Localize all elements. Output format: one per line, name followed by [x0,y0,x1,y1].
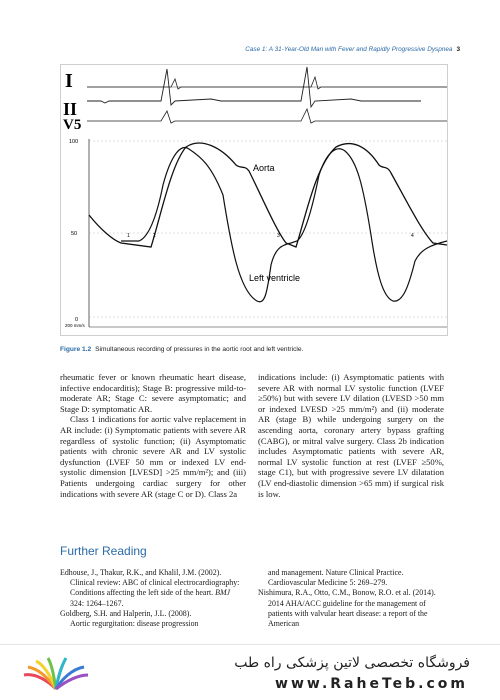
running-head [245,46,460,53]
ref-journal: BMJ [215,588,231,598]
running-head-title: Case 1: A 31-Year-Old Man with Fever and Rapidly Progressive Dyspnea [245,46,453,53]
ecg-lead-1-waveform [87,77,447,89]
further-reading-heading: Further Reading [60,544,147,558]
pressure-tracing-figure [60,64,448,336]
caption-text: Simultaneous recording of pressures in the aortic root and left ventricle. [95,346,304,353]
ecg-lead-3-label: V5 [63,117,82,133]
aortic-pressure-trace [89,143,447,247]
beat-mark: 1 [127,233,130,239]
body-column-right [258,372,444,499]
references-right [258,568,444,629]
figure-caption [60,346,460,353]
references-left [60,568,246,629]
scale-top-label: 100 [69,139,79,145]
footer-title: فروشگاه تخصصی لاتین پزشکی راه طب [234,655,470,671]
ref-text: 5: 269–279. [349,578,388,588]
aorta-label: Aorta [253,163,275,173]
footer-url-link[interactable]: www.RaheTeb.com [275,676,468,692]
beat-mark: 2 [153,233,156,239]
ecg-lead-2-label: II [63,99,78,119]
book-logo-icon [22,655,90,693]
ecg-lead-1-label: I [65,70,73,92]
ref-continuation: Aortic regurgitation: disease progression [70,619,199,629]
reference-item [60,609,246,619]
ref-text: and management. [268,568,324,577]
reference-continuation [258,568,444,588]
reference-item [60,568,246,609]
body-paragraph: rheumatic fever or known rheumatic heart disease, infective endocarditis); Stage B: progressive mild-to-moderate AR; Stage C: severe asymptomatic; and Stage D: symptomatic AR. [60,372,246,414]
body-column-left [60,372,246,499]
reference-item: Nishimura, R.A., Otto, C.M., Bonow, R.O. et al. (2014). 2014 AHA/ACC guideline for the management of patients with valvular heart disease: a report of the American [258,588,436,629]
ref-journal: Nature Clinical Practice. Cardiovascular Medicine [268,568,404,588]
body-paragraph: Class 1 indications for aortic valve replacement in AR include: (i) Symptomatic patients with severe AR regardless of systolic function; (ii) Asymptomatic patients with chronic severe AR and LV systolic dysfunction (LVEF 50 mm or indexed LV end-systolic dimension [LVESD] >25 mm/m²); and (iii) Patients undergoing cardiac surgery for other indications with severe AR (stage C or D). Class 2a [60,414,246,499]
body-paragraph: indications include: (i) Asymptomatic patients with severe AR with normal LV systolic function (LVEF ≥50%) but with severe LV dilation (LVESD >50 mm or indexed LVESD >25 mm/m²) and (ii) moderate AR (stage B) while undergoing surgery on the ascending aorta, coronary artery bypass grafting (CABG), or mitral valve surgery. Class 2b indication includes Asymptomatic patients with severe AR, normal LV systolic function at rest (LVEF ≥50%, stage C1), but with progressive severe LV dilatation (LV end-diastolic dimension >65 mm) if surgical risk is low. [258,372,444,499]
lv-label: Left ventricle [249,273,301,283]
tracing-svg [61,65,449,337]
beat-mark: 3 [277,233,280,239]
ref-text: Goldberg, S.H. and Halperin, J.L. (2008). [60,608,192,618]
page-number: 3 [456,46,460,53]
caption-number: Figure 1.2 [60,346,92,353]
ref-text: 324: 1264–1267. [70,598,124,608]
ref-text: Edhouse, J., Thakur, R.K., and Khalil, J.M. (2002). Clinical review: ABC of clinical electrocardiography: Conditions affecting the left side of the heart. [60,568,240,598]
scale-bottom-label: 0 [75,317,79,323]
paper-speed-label: 200 mm/s [65,323,85,328]
scale-mid-label: 50 [71,231,78,237]
ecg-lead-3-waveform [87,109,447,123]
footer-banner [0,644,500,700]
beat-mark: 4 [411,233,414,239]
